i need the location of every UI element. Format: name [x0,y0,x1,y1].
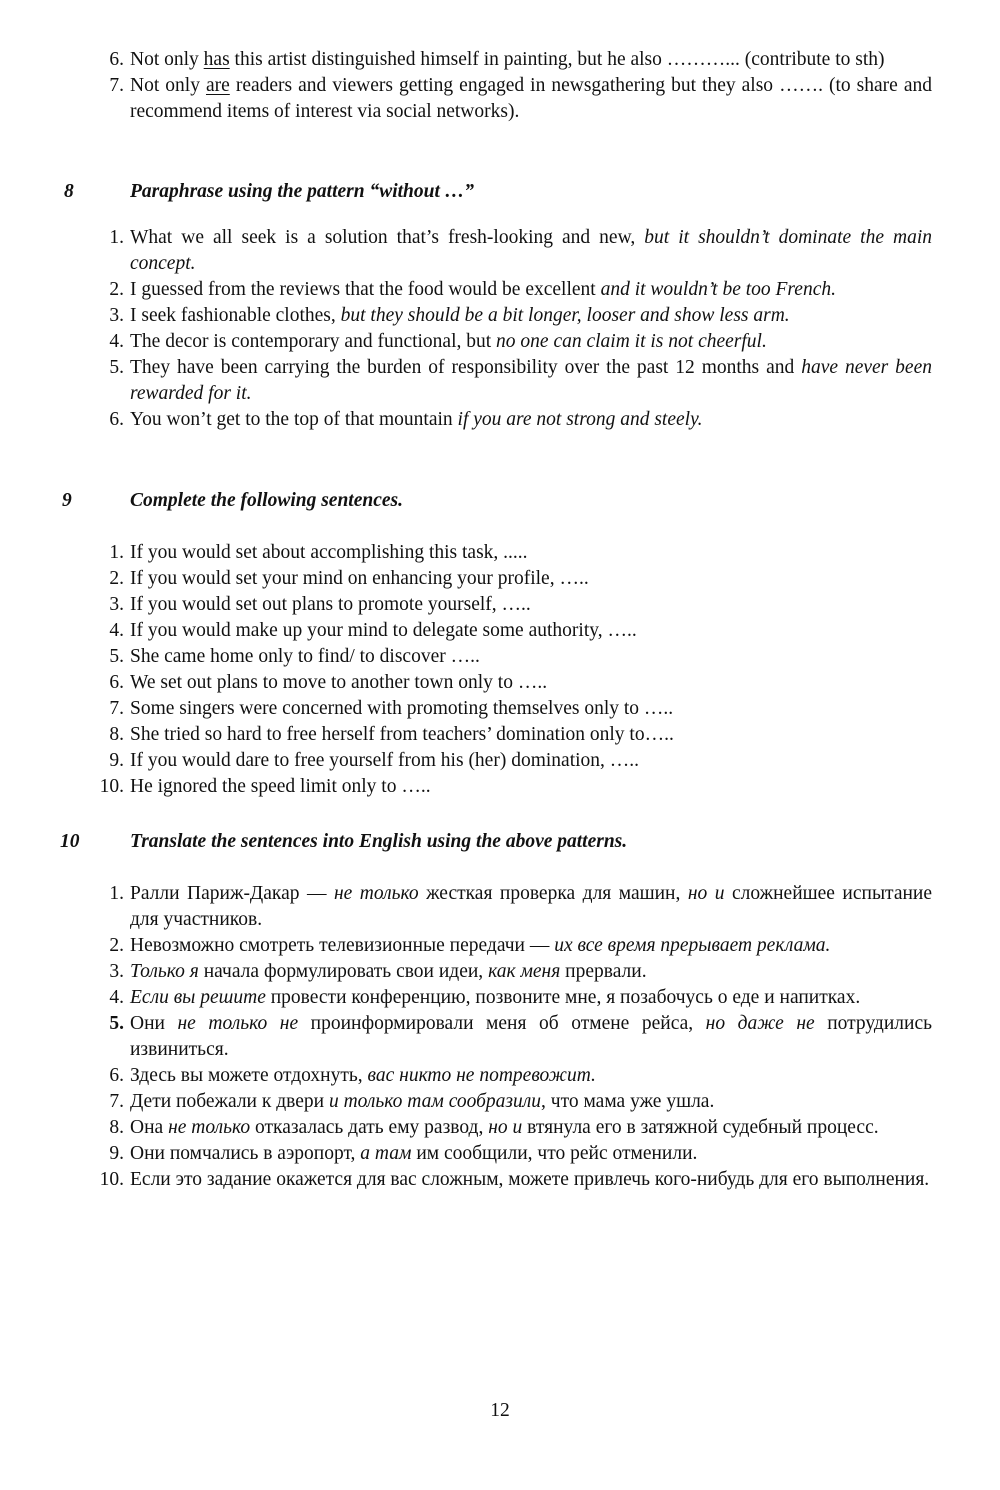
section-title: Complete the following sentences. [130,490,403,511]
item-text: What we all seek is a solution that’s fresh-looking and new, but it shouldn’t dominate the main concept. [130,227,933,274]
item-number: 4. [109,987,124,1008]
text-fragment: отказалась дать ему развод, [250,1117,489,1138]
item-number: 5. [109,646,124,667]
section-title: Paraphrase using the pattern “without …” [130,181,475,202]
list-item [0,1063,1000,1089]
list-item [0,1167,1000,1193]
item-text [130,881,932,933]
text-fragment: провести конференцию, позвоните мне, я позабочусь о еде и напитках. [265,987,861,1008]
list-item [0,618,1000,644]
list-item [0,696,1000,722]
item-text: If you would set your mind on enhancing your profile, ….. [130,568,589,589]
item-number: 10. [99,776,124,797]
list-item [0,355,1000,407]
italic-fragment: их все время прерывает реклама. [554,935,831,956]
section-heading [0,179,1000,205]
item-text [130,1141,932,1167]
italic-fragment: не только не [177,1013,299,1034]
item-text [130,985,932,1011]
italic-fragment: Если вы решите [130,987,266,1008]
item-text [130,1089,932,1115]
italic-fragment: не только [333,883,419,904]
list-item [0,277,1000,303]
text-fragment: им сообщили, что рейс отменили. [411,1143,698,1164]
item-number: 6. [109,672,124,693]
text-fragment: Дети побежали к двери [130,1091,329,1112]
text-fragment: проинформировали меня об отмене рейса, [298,1013,706,1034]
item-number: 1. [109,227,124,248]
item-text: If you would set about accomplishing this task, ..... [130,542,528,563]
item-number: 3. [109,961,124,982]
italic-fragment: а там [360,1143,412,1164]
item-text: Some singers were concerned with promoting themselves only to ….. [130,698,674,719]
list-item [0,722,1000,748]
text-fragment: Здесь вы можете отдохнуть, [130,1065,368,1086]
top-items [0,47,1000,125]
text-fragment: втянула его в затяжной судебный процесс. [522,1117,879,1138]
section-8 [0,179,1000,205]
section-8-items [0,225,1000,433]
item-text: If you would dare to free yourself from his (her) domination, ….. [130,750,640,771]
italic-fragment: как меня [488,961,561,982]
item-number: 6. [109,1065,124,1086]
item-text: Not only are readers and viewers getting engaged in newsgathering but they also ……. (to share and recommend items of interest via social networks). [130,75,932,122]
item-text [130,1063,932,1089]
item-text: If you would set out plans to promote yourself, ….. [130,594,531,615]
section-number: 9 [62,490,72,511]
item-number: 1. [109,542,124,563]
italic-fragment: и только там сообразили [328,1091,542,1112]
item-text [130,1011,932,1063]
list-item [0,644,1000,670]
item-text: They have been carrying the burden of responsibility over the past 12 months and have never been rewarded for it. [130,357,932,404]
item-text [130,933,932,959]
item-number: 4. [109,620,124,641]
section-heading [0,488,1000,514]
item-text: We set out plans to move to another town only to ….. [130,672,548,693]
item-text: She tried so hard to free herself from teachers’ domination only to….. [130,724,674,745]
italic-fragment: Только я [130,961,199,982]
list-item [0,566,1000,592]
text-fragment: Они помчались в аэропорт, [130,1143,361,1164]
item-text: The decor is contemporary and functional, but no one can claim it is not cheerful. [130,331,767,352]
list-item [0,592,1000,618]
item-text [130,1167,932,1193]
item-number: 8. [109,724,124,745]
section-number: 8 [64,181,74,202]
list-item [0,225,1000,277]
text-fragment: сложнейшее испытание для участников. [130,883,932,930]
item-text: You won’t get to the top of that mountain if you are not strong and steely. [130,409,703,430]
item-text: She came home only to find/ to discover ….. [130,646,480,667]
section-heading [0,829,1000,855]
section-9 [0,488,1000,514]
item-number: 5. [109,1013,124,1034]
item-number: 10. [99,1169,124,1190]
italic-fragment: не только [168,1117,251,1138]
italic-fragment: но и [687,883,725,904]
item-text: Not only has this artist distinguished himself in painting, but he also ………... (contribute to sth) [130,49,885,70]
list-item [0,881,1000,933]
text-fragment: Невозможно смотреть телевизионные передачи — [130,935,555,956]
item-text [130,1115,932,1141]
item-number: 2. [109,935,124,956]
item-text [130,959,932,985]
item-text: If you would make up your mind to delegate some authority, ….. [130,620,637,641]
list-item [0,407,1000,433]
list-item [0,1141,1000,1167]
list-item [0,670,1000,696]
item-number: 4. [109,331,124,352]
italic-fragment: вас никто не потревожит. [367,1065,596,1086]
text-fragment: потрудились извиниться. [130,1013,932,1060]
text-fragment: жесткая проверка для машин, [418,883,688,904]
item-number: 2. [109,568,124,589]
list-item [0,1115,1000,1141]
section-number: 10 [60,831,80,852]
list-item [0,933,1000,959]
item-number: 3. [109,594,124,615]
item-text: I seek fashionable clothes, but they should be a bit longer, looser and show less arm. [130,305,790,326]
item-number: 8. [109,1117,124,1138]
list-item [0,540,1000,566]
section-9-items [0,540,1000,800]
item-number: 6. [109,409,124,430]
text-fragment: Она [130,1117,169,1138]
list-item [0,959,1000,985]
item-number: 3. [109,305,124,326]
item-number: 9. [109,1143,124,1164]
section-title: Translate the sentences into English using the above patterns. [130,831,628,852]
item-number: 9. [109,750,124,771]
list-item [0,73,1000,125]
text-fragment: прервали. [560,961,647,982]
text-fragment: Они [130,1013,178,1034]
item-number: 2. [109,279,124,300]
list-item [0,329,1000,355]
text-fragment: Если это задание окажется для вас сложным, можете привлечь кого-нибудь для его выполнения. [130,1169,930,1190]
list-item [0,985,1000,1011]
item-number: 7. [109,75,124,96]
section-10-items [0,881,1000,1193]
list-item [0,303,1000,329]
text-fragment: начала формулировать свои идеи, [198,961,489,982]
item-number: 7. [109,698,124,719]
italic-fragment: но даже не [705,1013,815,1034]
text-fragment: , что мама уже ушла. [541,1091,715,1112]
list-item [0,1089,1000,1115]
item-number: 6. [109,49,124,70]
item-text: He ignored the speed limit only to ….. [130,776,431,797]
item-text: I guessed from the reviews that the food would be excellent and it wouldn’t be too French. [130,279,836,300]
item-number: 1. [109,883,124,904]
item-number: 7. [109,1091,124,1112]
list-item [0,774,1000,800]
list-item [0,748,1000,774]
item-number: 5. [109,357,124,378]
italic-fragment: но и [488,1117,523,1138]
text-fragment: Ралли Париж-Дакар — [130,883,334,904]
section-10 [0,829,1000,855]
page-number: 12 [490,1400,510,1421]
list-item [0,47,1000,73]
list-item [0,1011,1000,1063]
